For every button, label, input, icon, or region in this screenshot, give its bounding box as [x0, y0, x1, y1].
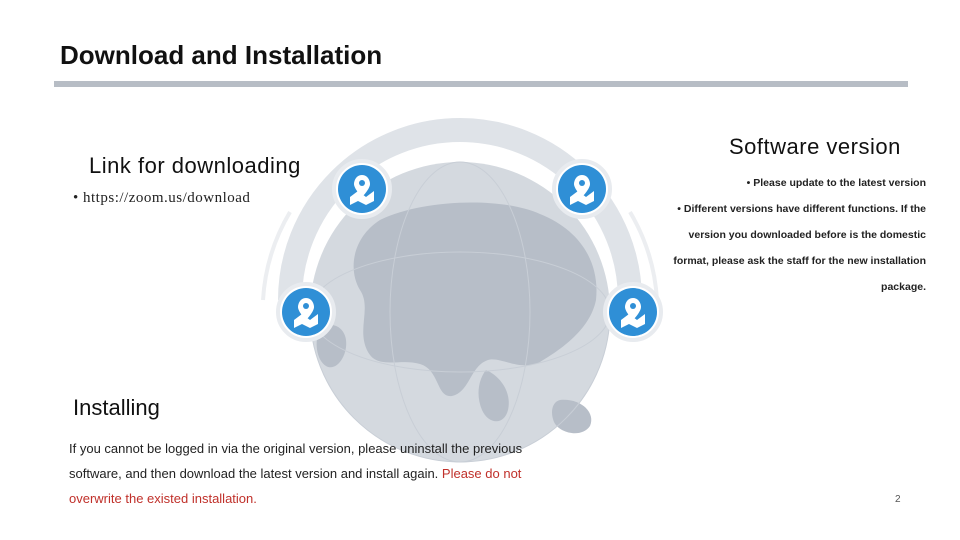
installing-heading: Installing [73, 395, 160, 420]
installing-text [69, 436, 569, 511]
location-map-icon [334, 161, 390, 217]
page-number: 2 [895, 494, 901, 505]
bullet-update: • Please update to the latest version [746, 177, 926, 189]
bullet-versions-line-4: package. [881, 281, 926, 293]
slide-title: Download and Installation [60, 40, 383, 70]
software-version-heading: Software version [729, 134, 901, 159]
software-version-bullets [630, 170, 926, 300]
bullet-versions-line-1: • Different versions have different functions. If the [677, 203, 926, 215]
download-url[interactable]: https://zoom.us/download [83, 190, 251, 206]
installing-text-warning: Please do not overwrite the existed installation. [69, 466, 522, 506]
download-link-item [73, 190, 250, 207]
link-heading: Link for downloading [89, 153, 301, 178]
bullet-versions-line-3: format, please ask the staff for the new installation [673, 255, 926, 267]
bullet: • [73, 190, 79, 206]
bullet-versions-line-2: version you downloaded before is the domestic [688, 229, 926, 241]
location-map-icon [278, 284, 334, 340]
installing-text-normal: If you cannot be logged in via the original version, please uninstall the previous software, and then download the latest version and install again. [69, 441, 523, 481]
location-map-icon [554, 161, 610, 217]
